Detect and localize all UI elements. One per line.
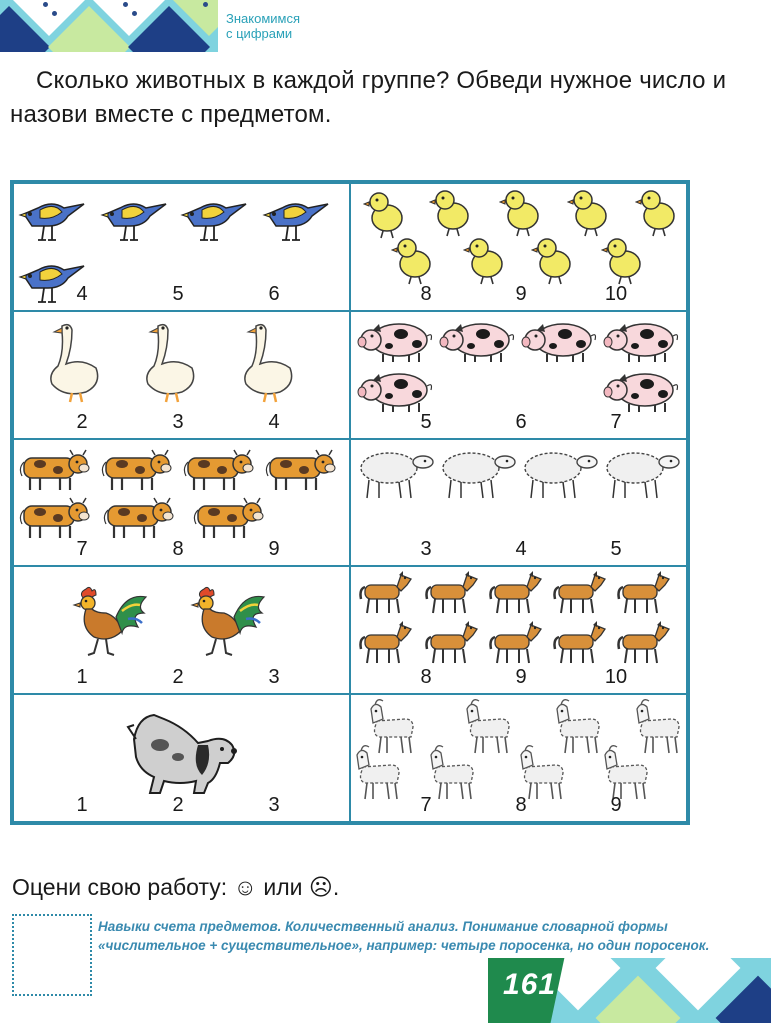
bird-icon [18,192,90,249]
group-cell-goose [13,311,350,439]
number-option[interactable]: 6 [268,282,280,305]
bird-icon [100,192,172,249]
group-cell-pig [350,311,687,439]
goose-icon [138,318,200,411]
number-option[interactable]: 3 [172,410,184,433]
horse-icon [423,619,481,670]
number-option[interactable]: 9 [515,282,527,305]
page-number: 161 [503,968,557,1001]
horse-icon [615,619,673,670]
group-cell-horse [350,566,687,694]
self-assessment: Оцени свою работу: ☺ или ☹. [12,874,340,900]
section-title: Знакомимся с цифрами [226,11,301,41]
number-option[interactable]: 6 [515,410,527,433]
number-option[interactable]: 7 [76,538,88,561]
horse-icon [551,619,609,670]
group-cell-rooster [13,566,350,694]
group-cell-sheep [350,439,687,567]
number-options [14,282,349,306]
number-option[interactable]: 5 [420,410,432,433]
number-option[interactable]: 8 [515,794,527,816]
number-option[interactable]: 3 [268,666,280,689]
number-option[interactable]: 5 [610,538,622,561]
cow-icon [18,446,92,497]
rooster-icon [184,583,268,664]
number-option[interactable]: 8 [420,282,432,305]
pig-icon [357,316,435,369]
number-option[interactable]: 2 [76,410,88,433]
group-cell-chick [350,183,687,311]
horse-icon [551,569,609,620]
horse-icon [357,619,415,670]
cow-icon [182,446,256,497]
number-option[interactable]: 2 [172,794,184,816]
animal-groups-table [10,180,690,825]
number-option[interactable]: 1 [76,794,88,816]
number-option[interactable]: 7 [420,794,432,816]
horse-icon [615,569,673,620]
pig-icon [521,316,599,369]
group-cell-bird [13,183,350,311]
sheep-icon [519,446,599,505]
number-option[interactable]: 10 [604,666,628,689]
number-option[interactable]: 1 [76,666,88,689]
goose-icon [236,318,298,411]
bird-icon [262,192,334,249]
horse-icon [487,569,545,620]
group-cell-goat [350,694,687,822]
number-options [351,665,686,689]
number-options [14,665,349,689]
task-instruction: Сколько животных в каждой группе? Обведи нужное число и назови вместе с предметом. [10,67,727,128]
number-option[interactable]: 9 [268,538,280,561]
teacher-note-box [12,914,92,996]
number-option[interactable]: 9 [515,666,527,689]
cow-icon [100,446,174,497]
sheep-icon [355,446,435,505]
number-option[interactable]: 8 [172,538,184,561]
sheep-icon [437,446,517,505]
pig-icon [603,316,681,369]
number-option[interactable]: 3 [420,538,432,561]
horse-icon [487,619,545,670]
number-option[interactable]: 4 [515,538,527,561]
teacher-note: Навыки счета предметов. Количественный анализ. Понимание словарной формы «числительное + существительное», например: четыре поросенка, но один поросенок. [98,919,710,953]
dog-icon [124,705,242,802]
number-options [351,793,686,817]
header-banner [0,0,218,52]
group-cell-dog [13,694,350,822]
number-option[interactable]: 4 [76,282,88,305]
horse-icon [357,569,415,620]
bird-icon [180,192,252,249]
number-options [351,282,686,306]
number-option[interactable]: 7 [610,410,622,433]
rooster-icon [66,583,150,664]
number-option[interactable]: 10 [604,282,628,305]
sheep-icon [601,446,681,505]
number-options [351,410,686,434]
number-options [351,537,686,561]
number-options [14,537,349,561]
number-option[interactable]: 8 [420,666,432,689]
goose-icon [42,318,104,411]
number-option[interactable]: 4 [268,410,280,433]
pig-icon [439,316,517,369]
number-option[interactable]: 3 [268,794,280,816]
number-option[interactable]: 9 [610,794,622,816]
number-option[interactable]: 5 [172,282,184,305]
group-cell-cow [13,439,350,567]
number-options [14,793,349,817]
number-options [14,410,349,434]
number-option[interactable]: 2 [172,666,184,689]
cow-icon [264,446,338,497]
horse-icon [423,569,481,620]
